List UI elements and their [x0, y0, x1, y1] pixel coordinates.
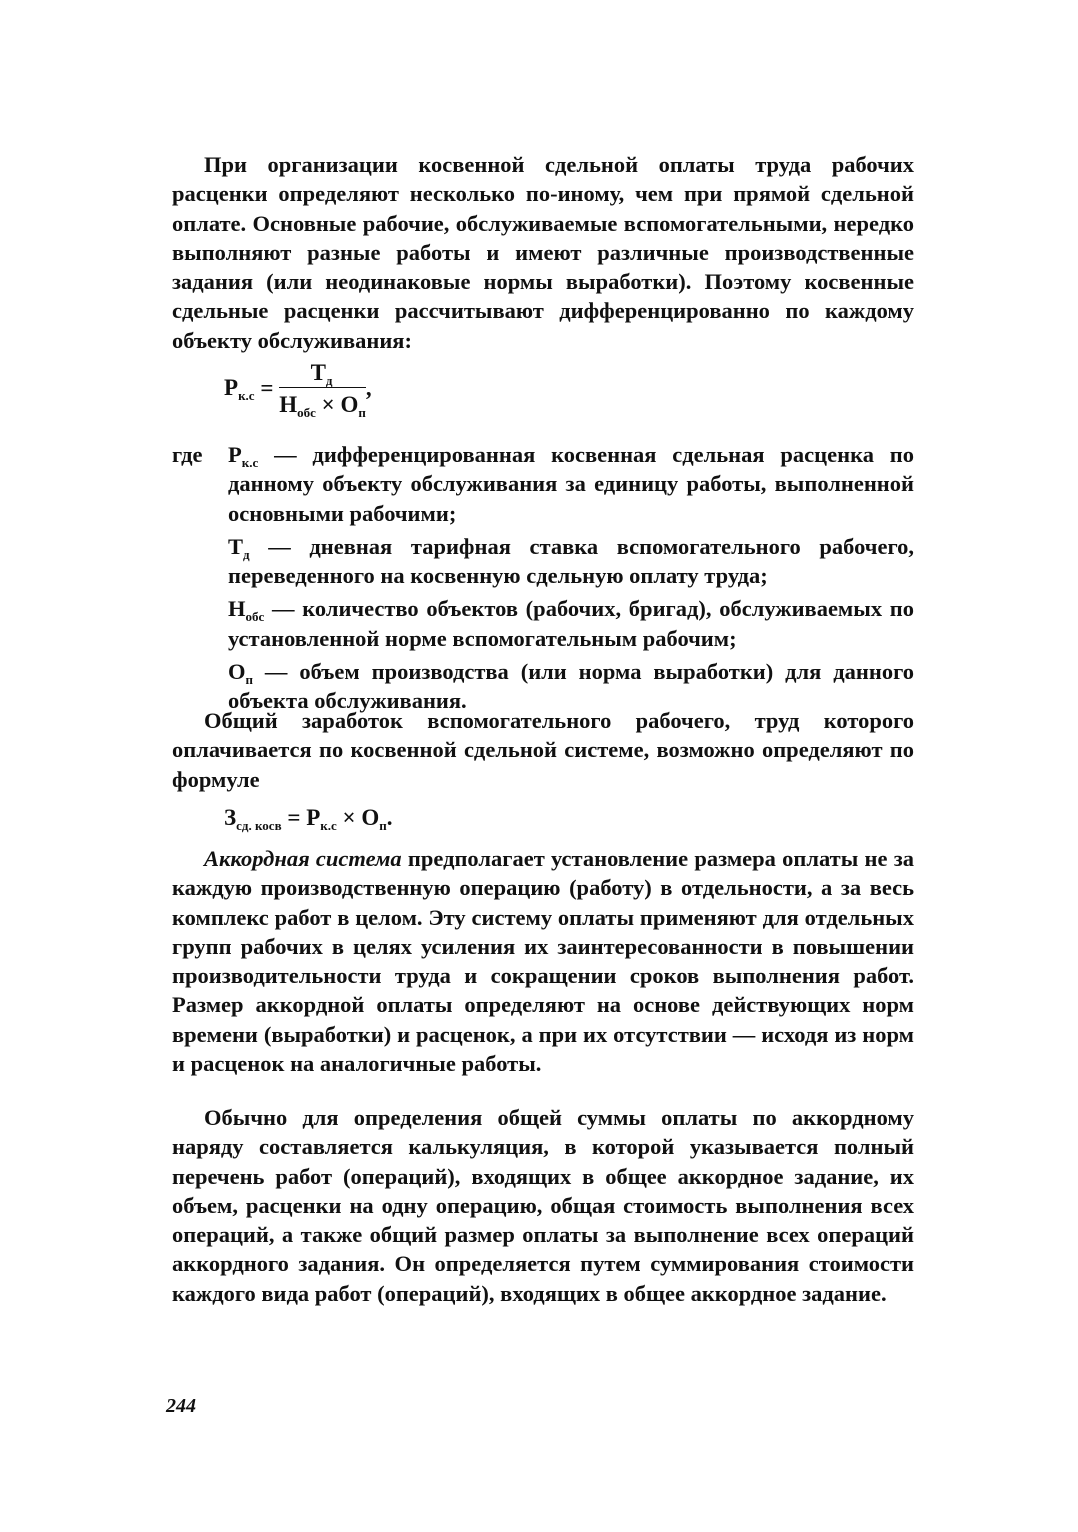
formula-rks	[224, 360, 372, 420]
definition-symbol: $О_п$	[228, 659, 254, 688]
paragraph-3-body: предполагает установление размера оплаты не за каждую производственную операцию (работу) в отдельности, а за весь комплекс работ в целом. Эту систему оплаты применяют для отдельных групп рабочих в целях усиления их заинтересованности в повышении производительности труда и сокращении сроков выполнения работ. Размер аккордной оплаты определяют на основе действующих норм времени (выработки) и расценок, а при их отсутствии — исходя из норм и расценок на аналогичные работы.	[172, 846, 914, 1077]
paragraph-text: При организации косвенной сдельной оплаты труда рабочих расценки определяют несколько по-иному, чем при прямой сдельной оплате. Основные рабочие, обслуживаемые вспомогательными, нередко выполняют разные работы и имеют различные производственные задания (или неодинаковые нормы выработки). Поэтому косвенные сдельные расценки рассчитывают дифференцированно по каждому объекту обслуживания:	[172, 152, 914, 353]
formula2-equals: =	[281, 805, 307, 830]
formula2-a: Р	[306, 805, 321, 830]
definition-symbol: $Н_{обс}$	[228, 596, 265, 625]
formula-lhs: $Р_{к.с}$	[224, 375, 255, 404]
formula-earnings	[224, 803, 393, 832]
formula2-b: О	[361, 805, 380, 830]
definition-symbol: $Т_д$	[228, 533, 250, 562]
paragraph-text: Обычно для определения общей суммы оплаты по аккордному наряду составляется калькуляция, в которой указывается полный перечень работ (операций), входящих в общее аккордное задание, их объем, расценки на одну операцию, общая стоимость выполнения всех операций, а также общий размер оплаты за выполнение всех операций аккордного задания. Он определяется путем суммирования стоимости каждого вида работ (операций), входящих в общее аккордное задание.	[172, 1105, 914, 1306]
formula2-trail: .	[386, 805, 393, 830]
definition-text: — дифференцированная косвенная сдельная расценка по данному объекту обслуживания за единицу работы, выполненной основными рабочими;	[228, 442, 914, 526]
definition-text: — объем производства (или норма выработки) для данного объекта обслуживания.	[228, 659, 914, 714]
paragraph-3	[172, 844, 914, 1078]
formula-fraction	[279, 360, 366, 420]
paragraph-4	[172, 1103, 914, 1308]
formula2-a-sub: к.с	[320, 818, 337, 833]
formula-equals: =	[260, 375, 274, 401]
definition-item	[172, 440, 914, 528]
formula2-b-sub: п	[379, 818, 387, 833]
fraction-numerator: $Т_д$	[279, 360, 366, 388]
paragraph-text: Общий заработок вспомогательного рабочего, труд которого оплачивается по косвенной сдельной системе, возможно определяют по формуле	[172, 708, 914, 792]
paragraph-2	[172, 706, 914, 794]
formula2-lhs: З	[224, 805, 237, 830]
formula-trail: ,	[365, 375, 372, 401]
definition-item	[172, 532, 914, 591]
definitions-list	[172, 440, 914, 716]
paragraph-1	[172, 150, 914, 355]
paragraph-text	[172, 844, 914, 1078]
definition-text: — дневная тарифная ставка вспомогательного рабочего, переведенного на косвенную сдельную оплату труда;	[228, 533, 914, 589]
formula2-lhs-sub: сд. косв	[236, 818, 282, 833]
term-accord-system: Аккордная система	[204, 846, 402, 871]
definition-symbol: $Р_{к.с}$	[228, 442, 259, 470]
fraction-denominator: $Н_{обс} \times О_п$	[279, 392, 366, 420]
formula2-times: ×	[336, 805, 362, 830]
definition-text: — количество объектов (рабочих, бригад), обслуживаемых по установленной норме вспомогательным рабочим;	[228, 596, 914, 651]
definitions-where-label: где	[172, 442, 203, 467]
definition-item	[172, 594, 914, 653]
page-number: 244	[166, 1395, 196, 1417]
